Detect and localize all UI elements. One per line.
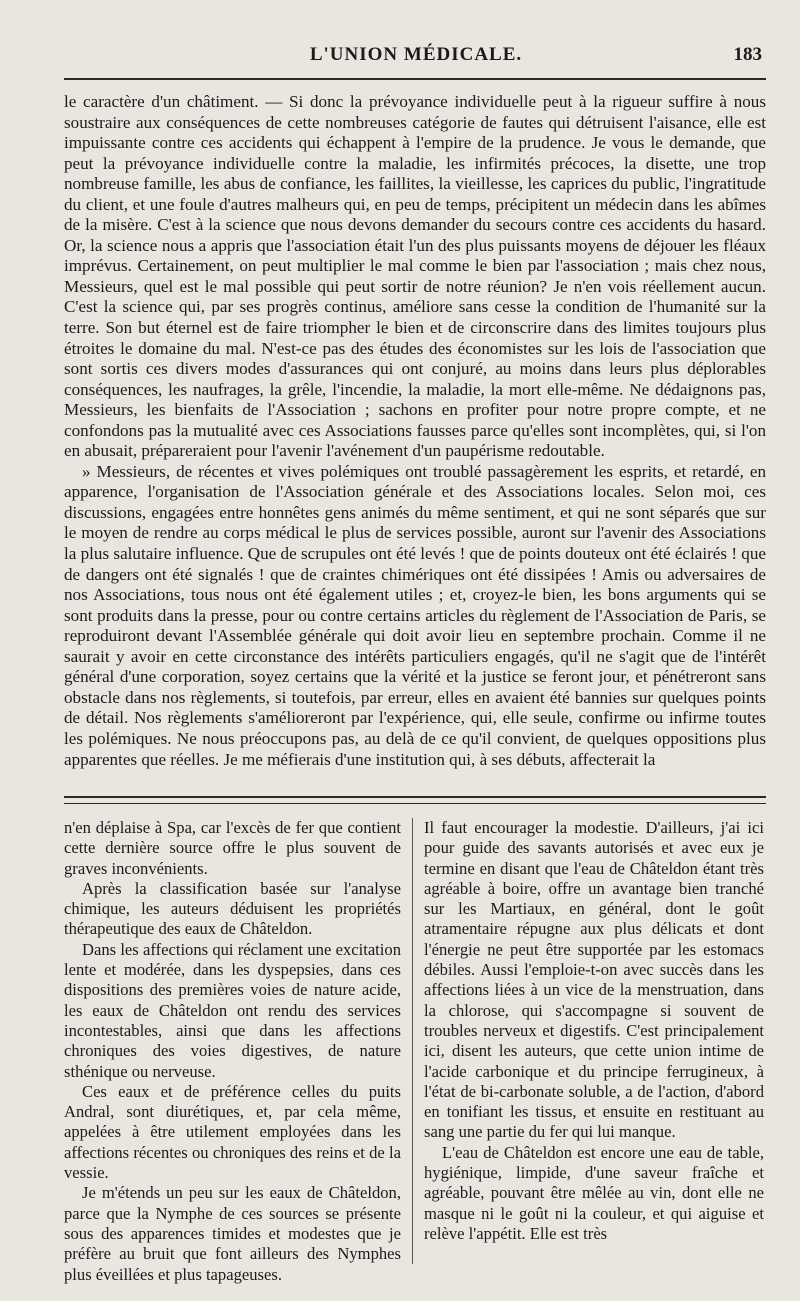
paragraph: L'eau de Châteldon est encore une eau de table, hygiénique, limpide, d'une saveur fraîche et agréable, pouvant être mêlée au vin, dont elle ne masque ni le goût ni la couleur, et qui aiguise et relève l'appétit. Elle est très <box>424 1142 764 1243</box>
paragraph: » Messieurs, de récentes et vives polémiques ont troublé passagèrement les esprits, et retardé, en apparence, l'organisation de l'Association générale et des Associations locales. Selon moi, ces discussions, engagées entre honnêtes gens animés du même sentiment, et qui ne sont séparés que sur le moyen de rendre au corps médical le plus de services possible, auront sur l'avenir des Associations la plus salutaire influence. Que de scrupules ont été levés ! que de points douteux ont été éclairés ! que de dangers ont été signalés ! que de craintes chimériques ont été dissipées ! Amis ou adversaires de nos Associations, tous nous ont été également utiles ; et, croyez-le bien, les bons arguments qui se sont produits dans la presse, pour ou contre certains articles du règlement de l'Association de Paris, se reproduiront devant l'Assemblée générale qui doit avoir lieu en septembre prochain. Comme il ne saurait y avoir en cette circonstance des intérêts particuliers engagés, qu'il ne s'agit que de l'intérêt général d'une corporation, soyez certains que la vérité et la justice se feront jour, et pénétreront sans obstacle dans nos règlements, si toutefois, par erreur, elles en avaient été bannies sur quelques points de détail. Nos règlements s'amélioreront par l'expérience, qui, elle seule, confirme ou infirme toutes les polémiques. Ne nous préoccupons pas, au delà de ce qu'il convient, de quelques oppositions plus apparentes que réelles. Je me méfierais d'une institution qui, à ses débuts, affecterait la <box>64 461 766 769</box>
paragraph: Je m'étends un peu sur les eaux de Châteldon, parce que la Nymphe de ces sources se présente sous des apparences timides et modestes que je préfère au bruit que font ailleurs des Nymphes plus éveillées et plus tapageuses. <box>64 1183 401 1284</box>
left-column <box>64 818 401 1285</box>
header-rule <box>64 78 766 80</box>
column-divider <box>412 818 413 1264</box>
running-header <box>66 44 766 74</box>
paragraph: n'en déplaise à Spa, car l'excès de fer que contient cette dernière source offre le plus souvent de graves inconvénients. <box>64 818 401 878</box>
page-number: 183 <box>733 44 762 65</box>
section-rule <box>64 796 766 804</box>
paragraph: Après la classification basée sur l'analyse chimique, les auteurs déduisent les propriétés thérapeutique des eaux de Châteldon. <box>64 878 401 939</box>
paragraph: Ces eaux et de préférence celles du puits Andral, sont diurétiques, et, par cela même, appelées à être utilement employées dans les affections récentes ou chroniques des reins et de la vessie. <box>64 1081 401 1183</box>
paragraph: Dans les affections qui réclament une excitation lente et modérée, dans les dyspepsies, dans ces dispositions des premières voies de nature acide, les eaux de Châteldon ont rendu des services incontestables, ainsi que dans les affections chroniques des voies digestives, de nature sthénique ou nerveuse. <box>64 939 401 1081</box>
speech-text <box>64 92 766 770</box>
right-column <box>424 818 764 1244</box>
paragraph: le caractère d'un châtiment. — Si donc la prévoyance individuelle peut à la rigueur suffire à nous soustraire aux conséquences de cette nombreuses catégorie de fautes qui détruisent l'aisance, elle est impuissante contre ces accidents qui échappent à l'empire de la prudence. Je vous le demande, que peut la prévoyance individuelle contre la maladie, les infirmités précoces, la disette, une trop nombreuse famille, les abus de confiance, les faillites, la vieillesse, les caprices du public, l'ingratitude du client, et une foule d'autres malheurs qui, en peu de temps, précipitent un médecin dans les abîmes de la misère. C'est à la science que nous devons demander du secours contre ces accidents du hasard. Or, la science nous a appris que l'association était l'un des plus puissants moyens de déjouer les fléaux imprévus. Certainement, on peut multiplier le mal comme le bien par l'association ; mais chez nous, Messieurs, quel est le mal possible qui peut sortir de notre réunion? Je n'en vois réellement aucun. C'est la science qui, par ses progrès continus, améliore sans cesse la condition de l'humanité sur la terre. Son but éternel est de faire triompher le bien et de circonscrire dans des limites toujours plus étroites le domaine du mal. N'est-ce pas des études des économistes sur les lois de l'association que sont sortis ces divers modes d'assurances qui ont conjuré, au moins dans leurs plus déplorables conséquences, les naufrages, la grêle, l'incendie, la maladie, la mort elle-même. Ne dédaignons pas, Messieurs, les bienfaits de l'Association ; sachons en profiter pour notre propre compte, et ne confondons pas la mutualité avec ces Associations fausses parce qu'elles sont incomplètes, qui, si l'on en abusait, prépareraient pour l'avenir l'avénement d'un paupérisme redoutable. <box>64 92 766 461</box>
journal-title: L'UNION MÉDICALE. <box>309 44 523 65</box>
paragraph: Il faut encourager la modestie. D'ailleurs, j'ai ici pour guide des savants autorisés et avec eux je termine en disant que l'eau de Châteldon étant très agréable à boire, offre un avantage bien tranché sur les Martiaux, en général, dont le goût atramentaire répugne aux plus délicats et dont l'énergie ne peut être supportée par les estomacs débiles. Aussi l'emploie-t-on avec succès dans les affections liées à un vice de la menstruation, dans la chlorose, qui s'accompagne si souvent de troubles nerveux et digestifs. C'est principalement ici, disent les auteurs, que cette union intime de l'acide carbonique et du principe ferrugineux, à l'état de bi-carbonate soluble, a de l'action, d'abord en tonifiant les tissus, et ensuite en restituant au sang une partie du fer qui lui manque. <box>424 818 764 1142</box>
